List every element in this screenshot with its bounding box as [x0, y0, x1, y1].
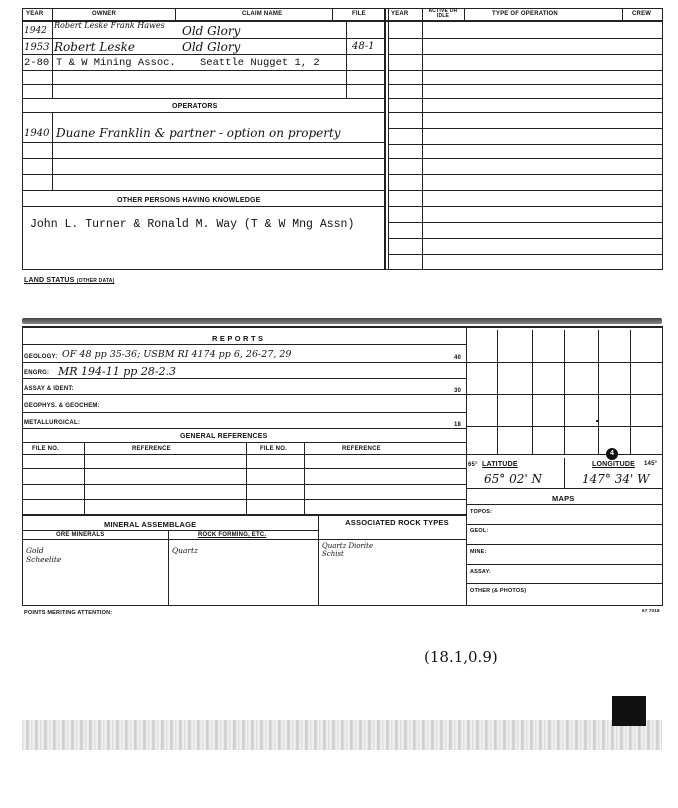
rock-forming-values: Quartz — [172, 546, 199, 555]
engrg-text: MR 194-11 pp 28-2.3 — [58, 365, 177, 378]
lat-prefix: 65° — [468, 462, 478, 468]
owner-row-1-owner: Robert Leske Frank Hawes — [54, 21, 165, 30]
land-status-title — [24, 277, 114, 284]
owner-row-2-claim: Old Glory — [182, 40, 241, 54]
owner-row-2-file: 48-1 — [352, 41, 375, 52]
gen-ref-reference-2: REFERENCE — [342, 446, 381, 452]
other-persons-title: OTHER PERSONS HAVING KNOWLEDGE — [117, 197, 261, 204]
maps-topos: TOPOS: — [470, 509, 493, 515]
maps-title: MAPS — [552, 494, 575, 503]
owner-row-2-year: 1953 — [24, 42, 50, 53]
maps-other: OTHER (& PHOTOS) — [470, 588, 527, 594]
associated-rock-types-title: ASSOCIATED ROCK TYPES — [345, 518, 449, 527]
assay-label: ASSAY & IDENT: — [24, 386, 74, 392]
longitude-value: 147° 34' W — [582, 472, 650, 486]
owner-row-3-claim: Seattle Nugget 1, 2 — [200, 57, 320, 69]
geology-text: OF 48 pp 35-36; USBM RI 4174 pp 6, 26-27, 29 — [62, 349, 292, 360]
header-active-idle: ACTIVE OR IDLE — [428, 8, 458, 19]
operator-row-year: 1940 — [24, 128, 50, 139]
operators-title: OPERATORS — [172, 103, 218, 110]
scan-noise-band — [22, 720, 662, 750]
ore-minerals-label: ORE MINERALS — [56, 532, 105, 538]
land-status-label: LAND STATUS — [24, 277, 75, 284]
reports-n30: 30 — [454, 388, 462, 394]
lon-suffix: 145° — [644, 461, 658, 467]
gen-ref-reference: REFERENCE — [132, 446, 171, 452]
header-type-of-operation: TYPE OF OPERATION — [492, 11, 558, 17]
points-meriting-attention: POINTS MERITING ATTENTION: — [24, 610, 113, 616]
reports-n18: 18 — [454, 422, 462, 428]
maps-assay: ASSAY: — [470, 569, 492, 575]
circle-number-4 — [606, 448, 618, 460]
general-references-title: GENERAL REFERENCES — [180, 433, 268, 440]
other-persons-text: John L. Turner & Ronald M. Way (T & W Mng Assn) — [30, 218, 355, 231]
rock-forming-label: ROCK FORMING, ETC. — [198, 532, 267, 538]
owner-row-3-owner: T & W Mining Assoc. — [56, 57, 176, 69]
gen-ref-file-no-2: FILE NO. — [260, 446, 287, 452]
page-fold-band — [22, 318, 662, 324]
reports-title: R E P O R T S — [212, 334, 264, 343]
mineral-assemblage-title: MINERAL ASSEMBLAGE — [104, 520, 197, 529]
gen-ref-file-no: FILE NO. — [32, 446, 59, 452]
header-file: FILE — [352, 11, 366, 17]
ore-minerals-values: Gold Scheelite — [26, 546, 62, 564]
header-crew: CREW — [632, 11, 652, 17]
geophys-label: GEOPHYS. & GEOCHEM: — [24, 403, 100, 409]
metallurgical-label: METALLURGICAL: — [24, 420, 81, 426]
reports-table — [22, 326, 662, 606]
latitude-value: 65° 02' N — [484, 472, 542, 486]
owner-row-3-year: 2-80 — [24, 57, 50, 69]
reports-n40: 40 — [454, 355, 462, 361]
latitude-label: LATITUDE — [482, 461, 518, 468]
maps-geol: GEOL: — [470, 528, 489, 534]
owner-row-1-year: 1942 — [24, 26, 47, 36]
circle-number-text: 4 — [610, 450, 614, 457]
scan-black-block — [612, 696, 646, 726]
header-year: YEAR — [26, 11, 44, 17]
top-table — [22, 8, 662, 270]
coordinates-note: (18.1,0.9) — [424, 648, 498, 666]
header-year-2: YEAR — [391, 11, 409, 17]
associated-rock-types-values: Quartz Diorite Schist — [322, 542, 374, 558]
geology-label: GEOLOGY: — [24, 354, 58, 360]
land-status-sub: (OTHER DATA) — [76, 278, 115, 284]
owner-row-1-claim: Old Glory — [182, 24, 241, 38]
maps-mine: MINE: — [470, 549, 487, 555]
owner-row-2-owner: Robert Leske — [54, 40, 136, 54]
operator-row-text: Duane Franklin & partner - option on property — [56, 126, 341, 140]
longitude-label: LONGITUDE — [592, 461, 636, 468]
header-owner: OWNER — [92, 11, 116, 17]
header-claim-name: CLAIM NAME — [242, 11, 283, 17]
form-number: 67 7018 — [642, 608, 660, 613]
map-marker-dot — [596, 420, 598, 422]
engrg-label: ENGRG: — [24, 370, 50, 376]
